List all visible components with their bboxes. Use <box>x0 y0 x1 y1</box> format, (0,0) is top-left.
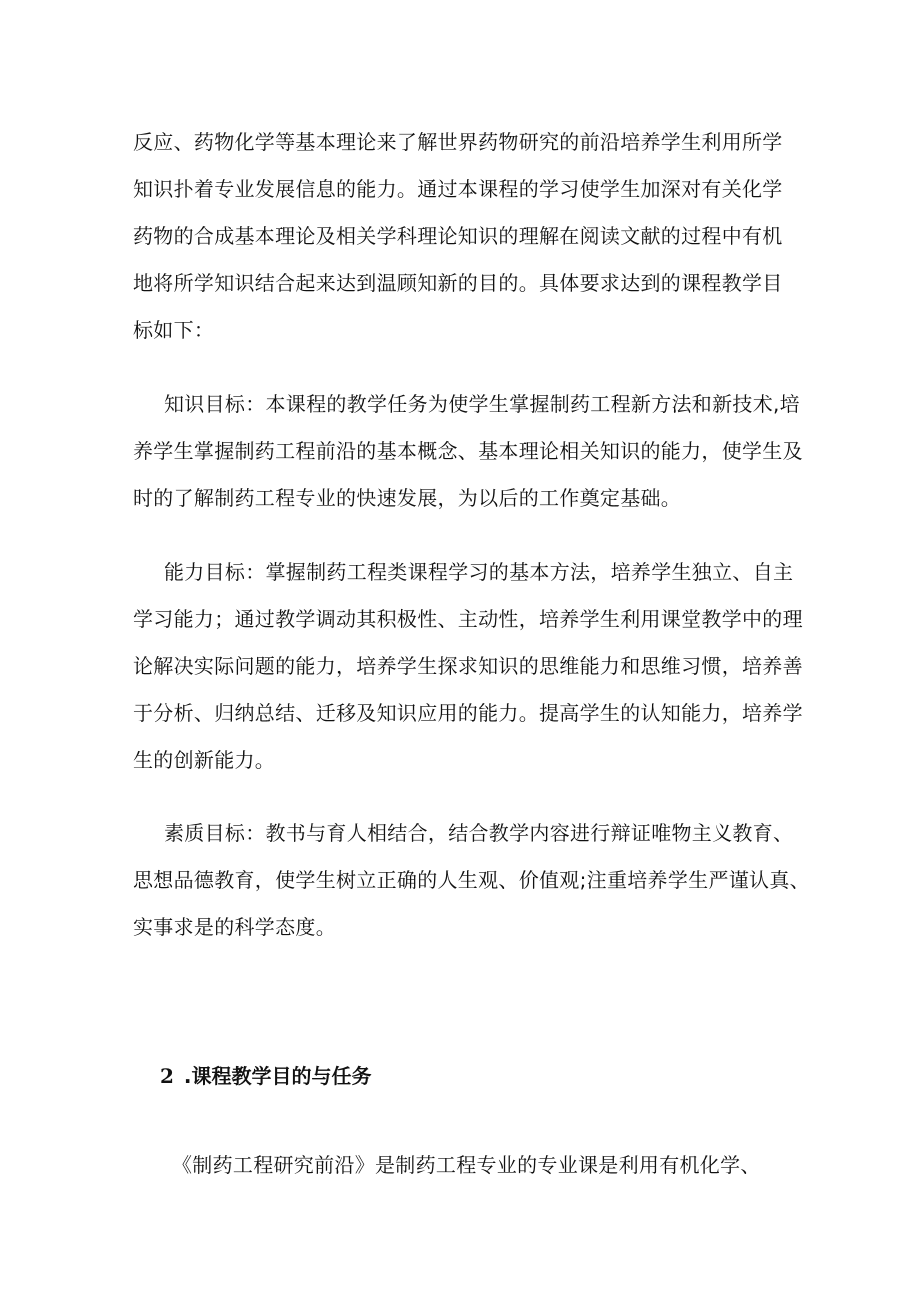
text-line: 素质目标：教书与育人相结合，结合教学内容进行辩证唯物主义教育、 <box>164 821 794 845</box>
paragraph-quality-goal <box>133 810 810 951</box>
text-line: 于分析、归纳总结、迁移及知识应用的能力。提高学生的认知能力，培养学 <box>133 701 803 725</box>
text-line: 实事求是的科学态度。 <box>133 915 336 939</box>
text-line: 思想品德教育，使学生树立正确的人生观、价值观;注重培养学生严谨认真、 <box>133 868 810 892</box>
text-line: 药物的合成基本理论及相关学科理论知识的理解在阅读文献的过程中有机 <box>133 224 783 248</box>
paragraph-intro <box>133 119 793 354</box>
text-line: 反应、药物化学等基本理论来了解世界药物研究的前沿培养学生利用所学 <box>133 130 783 154</box>
paragraph-section-start <box>172 1142 761 1189</box>
text-line: 养学生掌握制药工程前沿的基本概念、基本理论相关知识的能力，使学生及 <box>133 439 803 463</box>
section-heading <box>160 1056 372 1096</box>
text-line: 生的创新能力。 <box>133 748 276 772</box>
text-line: 时的了解制药工程专业的快速发展，为以后的工作奠定基础。 <box>133 486 682 510</box>
text-line: 知识目标：本课程的教学任务为使学生掌握制药工程新方法和新技术,培 <box>164 392 800 416</box>
text-line: 知识扑着专业发展信息的能力。通过本课程的学习使学生加深对有关化学 <box>133 177 783 201</box>
paragraph-knowledge-goal <box>133 381 803 522</box>
text-line: 能力目标：掌握制药工程类课程学习的基本方法，培养学生独立、自主 <box>164 560 794 584</box>
section-number: 2 <box>160 1064 174 1088</box>
text-line: 学习能力；通过教学调动其积极性、主动性，培养学生利用课堂教学中的理 <box>133 607 803 631</box>
text-line: 地将所学知识结合起来达到温顾知新的目的。具体要求达到的课程教学目 <box>133 271 783 295</box>
text-line: 《制药工程研究前沿》是制药工程专业的专业课是利用有机化学、 <box>172 1153 761 1177</box>
section-title: .课程教学目的与任务 <box>183 1064 372 1088</box>
text-line: 标如下： <box>133 318 215 342</box>
paragraph-ability-goal <box>133 549 803 784</box>
text-line: 论解决实际问题的能力，培养学生探求知识的思维能力和思维习惯，培养善 <box>133 654 803 678</box>
